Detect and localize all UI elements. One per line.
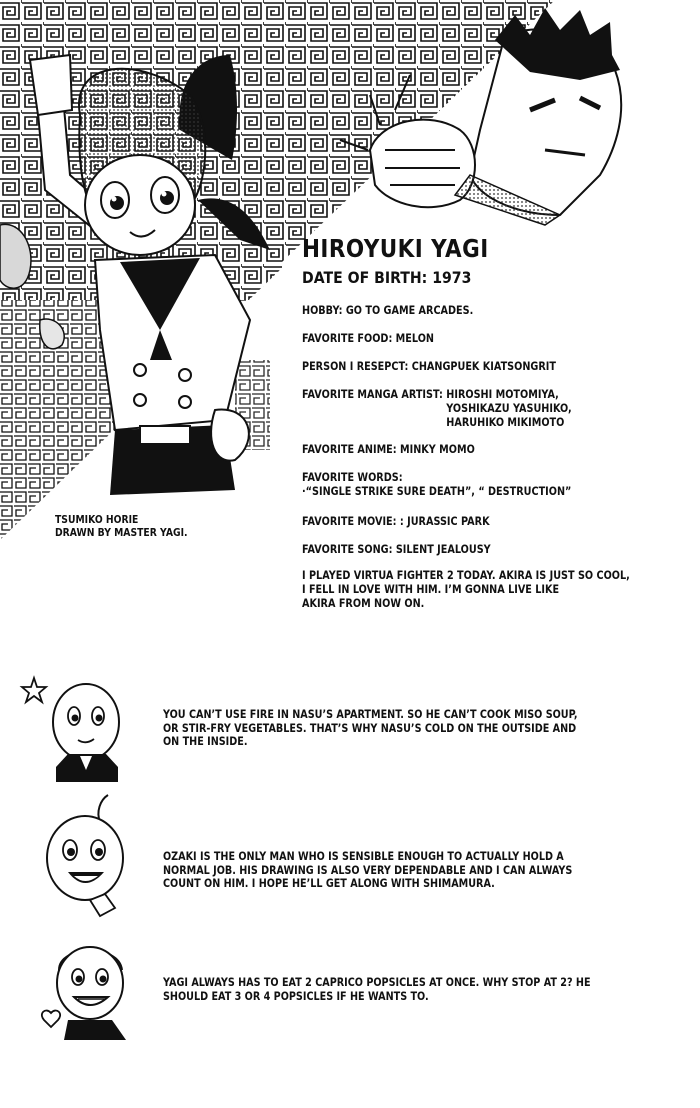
comment-line: I FELL IN LOVE WITH HIM. I’M GONNA LIVE LIKE [302,582,560,596]
field-value-line: YOSHIKAZU YASUHIKO, [446,401,572,415]
field-value: MELON [395,331,435,345]
profile-field-favorite-song [302,542,491,556]
star-icon [22,678,46,702]
field-value: SILENT JEALOUSY [395,542,491,556]
illustration-caption [55,513,188,539]
field-label: FAVORITE FOOD: [302,331,393,345]
field-value: GO TO GAME ARCADES. [345,303,474,317]
field-value: CHANGPUEK KIATSONGRIT [411,359,556,373]
field-label: PERSON I RESEPCT: [302,359,409,373]
profile-field-favorite-movie [302,514,490,528]
yagi-portrait [34,935,144,1045]
profile-field-hobby [302,303,473,317]
field-label: FAVORITE SONG: [302,542,393,556]
caption-line: TSUMIKO HORIE [55,513,139,526]
field-value: ·“SINGLE STRIKE SURE DEATH”, “ DESTRUCTION” [302,484,572,498]
field-label: FAVORITE MOVIE: [302,514,397,528]
note-nasu [163,708,610,749]
note-yagi [163,976,610,1003]
profile-field-favorite-anime [302,442,475,456]
ozaki-portrait [30,790,140,920]
profile-name: HIROYUKI YAGI [302,234,489,263]
field-value-line: HARUHIKO MIKIMOTO [446,415,565,429]
nasu-portrait [18,672,148,782]
caption-line: DRAWN BY MASTER YAGI. [55,526,188,539]
profile-field-favorite-words [302,470,571,498]
field-value: MINKY MOMO [400,442,475,456]
note-text: YOU CAN’T USE FIRE IN NASU’S APARTMENT. SO HE CAN’T COOK MISO SOUP, OR STIR-FRY VEGETABLES. THAT’S WHY NASU’S COLD ON THE OUTSIDE AND ON THE INSIDE. [163,708,578,748]
field-label: FAVORITE MANGA ARTIST: [302,387,443,401]
date-of-birth: DATE OF BIRTH: 1973 [302,268,472,287]
field-label: FAVORITE ANIME: [302,442,397,456]
comment-line: AKIRA FROM NOW ON. [302,596,425,610]
heart-icon [42,1011,60,1027]
comment-line: I PLAYED VIRTUA FIGHTER 2 TODAY. AKIRA IS JUST SO COOL, [302,568,630,582]
profile-field-favorite-food [302,331,434,345]
profile-field-person-respect [302,359,556,373]
note-text: YAGI ALWAYS HAS TO EAT 2 CAPRICO POPSICLES AT ONCE. WHY STOP AT 2? HE SHOULD EAT 3 OR 4 POPSICLES IF HE WANTS TO. [163,976,591,1003]
field-value-line: HIROSHI MOTOMIYA, [446,387,559,401]
field-value-list [446,387,571,429]
note-ozaki [163,850,610,891]
field-value: : JURASSIC PARK [399,514,490,528]
field-label: HOBBY: [302,303,343,317]
field-label: FAVORITE WORDS: [302,470,403,484]
profile-field-favorite-manga-artist [302,387,572,429]
maze-pattern [0,0,560,540]
note-text: OZAKI IS THE ONLY MAN WHO IS SENSIBLE ENOUGH TO ACTUALLY HOLD A NORMAL JOB. HIS DRAWING IS ALSO VERY DEPENDABLE AND I CAN ALWAYS COUNT ON HIM. I HOPE HE’LL GET ALONG WITH SHIMAMURA. [163,850,573,890]
profile-comment [302,568,630,610]
